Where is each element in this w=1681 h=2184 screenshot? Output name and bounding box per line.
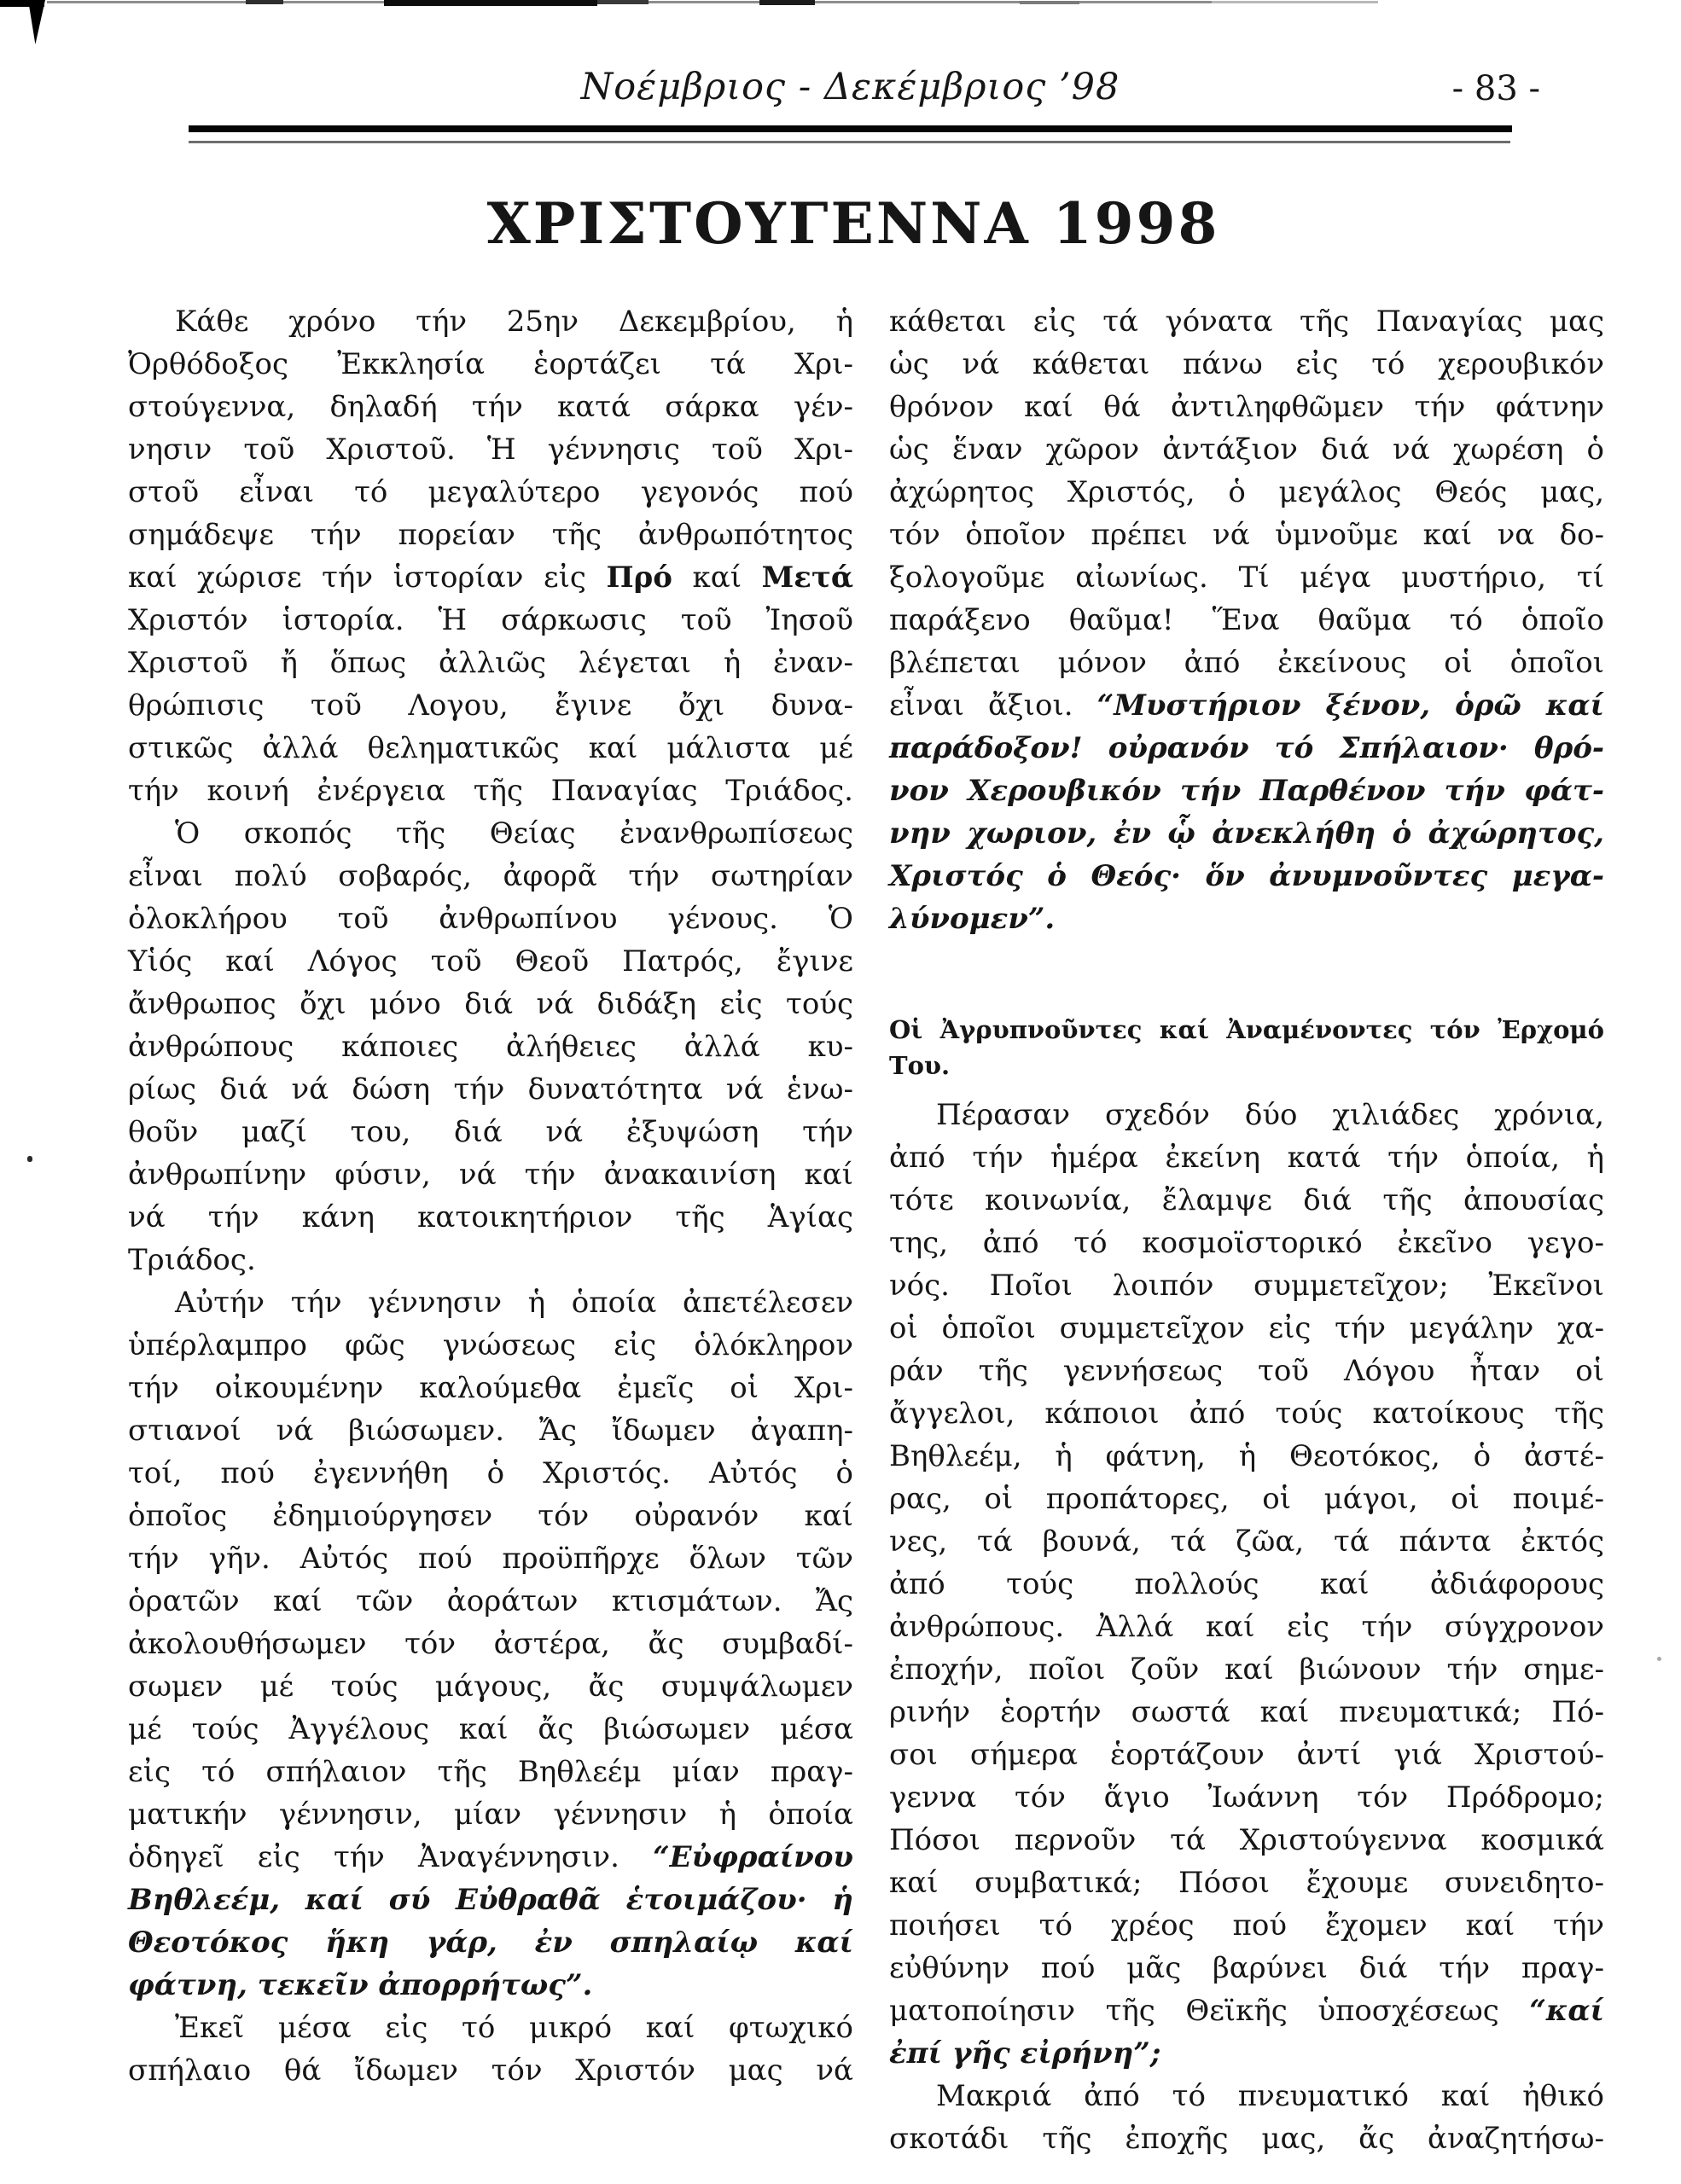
- text-run: τήν κοινή ἐνέργεια τῆς Παναγίας Τριάδος.: [128, 774, 853, 808]
- text-run: Μακριά ἀπό τό πνευματικό καί ἠθικό: [936, 2079, 1604, 2113]
- emphasized-text-run: Βηθλεέμ, καί σύ Εὐθραθᾶ ἑτοιμάζου· ἡ: [128, 1883, 853, 1917]
- text-run: ματοποίησιν τῆς Θεϊκῆς ὑποσχέσεως: [889, 1994, 1530, 2028]
- text-run: εἶναι πολύ σοβαρός, ἀφορᾶ τήν σωτηρίαν: [128, 859, 853, 893]
- text-line: [889, 1136, 1604, 1179]
- text-run: εὐθύνην πού μᾶς βαρύνει διά τήν πραγ-: [889, 1951, 1604, 1985]
- text-line: [128, 1111, 853, 1153]
- text-run: θρόνον καί θά ἀντιληφθῶμεν τήν φάτνην: [889, 390, 1604, 424]
- text-run: στιανοί νά βιώσωμεν. Ἄς ἴδωμεν ἀγαπη-: [128, 1414, 853, 1448]
- text-line: [889, 386, 1604, 428]
- emphasized-text-run: Πρό: [606, 561, 672, 595]
- scan-artifact-top-strip: [1020, 1, 1079, 4]
- text-line: [128, 1836, 853, 1879]
- emphasized-text-run: νην χωριον, ἐν ᾧ ἀνεκλήθη ὁ ἀχώρητος,: [889, 816, 1604, 851]
- text-line: [128, 2049, 853, 2092]
- text-line: [128, 514, 853, 556]
- text-run: εἶναι ἄξιοι.: [889, 688, 1097, 723]
- text-line: [128, 556, 853, 599]
- emphasized-text-run: “Εὐφραίνου: [653, 1840, 853, 1874]
- text-line: [889, 428, 1604, 471]
- text-run: τόν ὁποῖον πρέπει νά ὑμνοῦμε καί να δο-: [889, 518, 1604, 552]
- text-line: [128, 1409, 853, 1452]
- text-run: νά τήν κάνη κατοικητήριον τῆς Ἁγίας: [128, 1200, 853, 1234]
- text-line: [128, 1068, 853, 1111]
- emphasized-text-run: φάτνη, τεκεῖν ἀπορρήτως”.: [128, 1968, 593, 2002]
- text-run: Ὁ σκοπός τῆς Θείας ἐνανθρωπίσεως: [175, 816, 853, 851]
- text-line: [128, 727, 853, 770]
- text-run: στούγεννα, δηλαδή τήν κατά σάρκα γέν-: [128, 390, 853, 424]
- text-line: [889, 1563, 1604, 1606]
- emphasized-text-run: Χριστός ὁ Θεός· ὅν ἀνυμνοῦντες μεγα-: [889, 859, 1604, 893]
- text-line: [889, 1947, 1604, 1989]
- text-run: Βηθλεέμ, ἡ φάτνη, ἡ Θεοτόκος, ὁ ἀστέ-: [889, 1439, 1604, 1473]
- text-line: [889, 1435, 1604, 1478]
- text-run: τοί, πού ἐγεννήθη ὁ Χριστός. Αὐτός ὁ: [128, 1456, 853, 1490]
- text-run: Κάθε χρόνο τήν 25ην Δεκεμβρίου, ἡ: [175, 305, 853, 339]
- text-run: ὁλοκλήρου τοῦ ἀνθρωπίνου γένους. Ὁ: [128, 902, 853, 936]
- emphasized-text-run: “καί: [1529, 1994, 1604, 2028]
- text-line: [128, 1324, 853, 1367]
- text-line: [889, 812, 1604, 855]
- text-run: τήν οἰκουμένην καλούμεθα ἐμεῖς οἱ Χρι-: [128, 1371, 853, 1405]
- text-line: [889, 1776, 1604, 1819]
- text-run: ρινήν ἑορτήν σωστά καί πνευματικά; Πό-: [889, 1695, 1604, 1729]
- column-right: [889, 300, 1604, 2160]
- section-heading: Οἱ Ἀγρυπνοῦντες καί Ἀναμένοντες τόν Ἐρχομό Του.: [889, 1015, 1604, 1080]
- scan-artifact-top-strip: [759, 0, 815, 5]
- text-run: Πέρασαν σχεδόν δύο χιλιάδες χρόνια,: [936, 1098, 1604, 1132]
- scan-artifact-top-strip: [384, 0, 597, 6]
- scan-artifact-dot: [27, 1156, 32, 1162]
- text-run: κάθεται εἰς τά γόνατα τῆς Παναγίας μας: [889, 305, 1604, 339]
- text-line: [128, 599, 853, 642]
- text-line: [128, 1879, 853, 1921]
- text-line: [889, 1392, 1604, 1435]
- text-line: [889, 471, 1604, 514]
- text-line: [889, 1307, 1604, 1350]
- text-run: Χριστόν ἱστορία. Ἡ σάρκωσις τοῦ Ἰησοῦ: [128, 603, 853, 637]
- text-run: ἄνθρωπος ὄχι μόνο διά νά διδάξη εἰς τούς: [128, 987, 853, 1021]
- text-run: Ἐκεῖ μέσα εἰς τό μικρό καί φτωχικό: [175, 2011, 853, 2045]
- text-line: [889, 1989, 1604, 2032]
- text-line: [128, 471, 853, 514]
- text-run: τότε κοινωνία, ἔλαμψε διά τῆς ἀπουσίας: [889, 1183, 1604, 1217]
- text-run: ξολογοῦμε αἰωνίως. Τί μέγα μυστήριο, τί: [889, 561, 1604, 595]
- text-run: ὁρατῶν καί τῶν ἀοράτων κτισμάτων. Ἄς: [128, 1584, 853, 1618]
- emphasized-text-run: “Μυστήριον ξένον, ὁρῶ καί: [1096, 688, 1604, 723]
- text-run: ἀπό τήν ἡμέρα ἐκείνη κατά τήν ὁποία, ἡ: [889, 1141, 1604, 1175]
- text-line: [889, 556, 1604, 599]
- text-line: [128, 1196, 853, 1239]
- text-run: Υἱός καί Λόγος τοῦ Θεοῦ Πατρός, ἔγινε: [128, 944, 853, 979]
- article-title: ΧΡΙΣΤΟΥΓΕΝΝΑ 1998: [486, 190, 1220, 257]
- scan-artifact-top-strip: [1212, 1, 1378, 3]
- text-line: [128, 855, 853, 897]
- text-line: [128, 1580, 853, 1623]
- text-run: νός. Ποῖοι λοιπόν συμμετεῖχον; Ἐκεῖνοι: [889, 1269, 1604, 1303]
- text-run: σωμεν μέ τούς μάγους, ἄς συμψάλωμεν: [128, 1670, 853, 1704]
- text-line: [128, 300, 853, 343]
- text-line: [128, 1964, 853, 2007]
- scan-artifact-speck: [1657, 1657, 1661, 1661]
- text-line: [128, 428, 853, 471]
- text-run: εἰς τό σπήλαιον τῆς Βηθλεέμ μίαν πραγ-: [128, 1755, 853, 1789]
- text-line: [889, 1520, 1604, 1563]
- text-line: [889, 1350, 1604, 1392]
- text-run: σκοτάδι τῆς ἐποχῆς μας, ἄς ἀναζητήσω-: [889, 2122, 1604, 2156]
- text-run: ὡς νά κάθεται πάνω εἰς τό χερουβικόν: [889, 347, 1604, 381]
- text-line: [889, 300, 1604, 343]
- scan-artifact-corner-mark: [28, 0, 45, 44]
- text-run: σημάδεψε τήν πορείαν τῆς ἀνθρωπότητος: [128, 518, 853, 552]
- text-line: [889, 1264, 1604, 1307]
- text-line: [889, 343, 1604, 386]
- text-line: [889, 1179, 1604, 1222]
- text-run: ὡς ἕναν χῶρον ἀντάξιον διά νά χωρέση ὁ: [889, 433, 1604, 467]
- scan-artifact-top-strip: [597, 0, 649, 4]
- text-line: [889, 2075, 1604, 2117]
- text-line: [128, 1708, 853, 1751]
- text-line: [128, 1751, 853, 1793]
- text-line: [128, 1793, 853, 1836]
- text-line: [889, 514, 1604, 556]
- text-run: τήν γῆν. Αὐτός πού προϋπῆρχε ὅλων τῶν: [128, 1542, 853, 1576]
- text-line: [128, 1153, 853, 1196]
- text-line: [128, 1025, 853, 1068]
- text-run: Τριάδος.: [128, 1243, 256, 1277]
- text-line: [128, 642, 853, 684]
- text-line: [128, 386, 853, 428]
- text-line: [128, 897, 853, 940]
- emphasized-text-run: λύνομεν”.: [889, 902, 1056, 936]
- text-line: [889, 1606, 1604, 1648]
- text-run: ἀχώρητος Χριστός, ὁ μεγάλος Θεός μας,: [889, 475, 1604, 509]
- text-run: Πόσοι περνοῦν τά Χριστούγεννα κοσμικά: [889, 1823, 1604, 1857]
- text-line: [889, 2032, 1604, 2075]
- text-line: [889, 1862, 1604, 1904]
- emphasized-text-run: ἐπί γῆς εἰρήνη”;: [889, 2036, 1161, 2071]
- text-line: [889, 2117, 1604, 2160]
- text-line: [128, 812, 853, 855]
- text-line: [128, 1239, 853, 1281]
- text-run: ρας, οἱ προπάτορες, οἱ μάγοι, οἱ ποιμέ-: [889, 1482, 1604, 1516]
- text-line: [128, 983, 853, 1025]
- text-run: νησιν τοῦ Χριστοῦ. Ἡ γέννησις τοῦ Χρι-: [128, 433, 853, 467]
- paragraph-lines: [889, 1094, 1604, 2160]
- text-run: καί: [672, 561, 762, 595]
- text-run: ἄγγελοι, κάποιοι ἀπό τούς κατοίκους τῆς: [889, 1397, 1604, 1431]
- text-run: νες, τά βουνά, τά ζῶα, τά πάντα ἐκτός: [889, 1525, 1604, 1559]
- emphasized-text-run: Μετά: [761, 561, 854, 595]
- text-line: [889, 1094, 1604, 1136]
- issue-date-header: Νοέμβριος - Δεκέμβριος ’98: [580, 66, 1120, 108]
- text-run: ἀκολουθήσωμεν τόν ἀστέρα, ἄς συμβαδί-: [128, 1627, 853, 1661]
- text-run: ἀνθρωπίνην φύσιν, νά τήν ἀνακαινίση καί: [128, 1158, 853, 1192]
- text-run: οἱ ὁποῖοι συμμετεῖχον εἰς τήν μεγάλην χα-: [889, 1311, 1604, 1345]
- text-run: ρίως διά νά δώση τήν δυνατότητα νά ἑνω-: [128, 1072, 853, 1107]
- text-line: [889, 1648, 1604, 1691]
- text-run: ὁδηγεῖ εἰς τήν Ἀναγέννησιν.: [128, 1840, 654, 1874]
- text-run: της, ἀπό τό κοσμοϊστορικό ἐκεῖνο γεγο-: [889, 1226, 1604, 1260]
- text-line: [889, 684, 1604, 727]
- text-run: ματικήν γέννησιν, μίαν γέννησιν ἡ ὁποία: [128, 1798, 853, 1832]
- text-run: Χριστοῦ ἤ ὅπως ἀλλιῶς λέγεται ἡ ἐναν-: [128, 646, 853, 680]
- text-run: Αὐτήν τήν γέννησιν ἡ ὁποία ἀπετέλεσεν: [175, 1286, 853, 1320]
- text-line: [128, 1495, 853, 1537]
- text-run: στικῶς ἀλλά θεληματικῶς καί μάλιστα μέ: [128, 731, 853, 765]
- text-line: [128, 343, 853, 386]
- text-run: μέ τούς Ἀγγέλους καί ἄς βιώσωμεν μέσα: [128, 1712, 853, 1746]
- text-line: [128, 1623, 853, 1665]
- text-run: ποιήσει τό χρέος πού ἔχομεν καί τήν: [889, 1908, 1604, 1943]
- emphasized-text-run: παράδοξον! οὐρανόν τό Σπήλαιον· θρό-: [889, 731, 1604, 765]
- text-run: ράν τῆς γεννήσεως τοῦ Λόγου ἦταν οἱ: [889, 1354, 1604, 1388]
- paragraph-lines: [128, 300, 853, 2092]
- emphasized-text-run: νον Χερουβικόν τήν Παρθένον τήν φάτ-: [889, 774, 1604, 808]
- text-run: καί συμβατικά; Πόσοι ἔχουμε συνειδητο-: [889, 1866, 1604, 1900]
- text-run: βλέπεται μόνον ἀπό ἐκείνους οἱ ὁποῖοι: [889, 646, 1604, 680]
- text-run: ἀνθρώπους. Ἀλλά καί εἰς τήν σύγχρονον: [889, 1610, 1604, 1644]
- text-line: [128, 2007, 853, 2049]
- paragraph-lines: [889, 300, 1604, 940]
- text-run: καί χώρισε τήν ἱστορίαν εἰς: [128, 561, 607, 595]
- scan-artifact-top-strip: [246, 0, 283, 4]
- text-line: [128, 770, 853, 812]
- text-run: γεννα τόν ἅγιο Ἰωάννη τόν Πρόδρομο;: [889, 1780, 1604, 1815]
- text-line: [128, 1921, 853, 1964]
- text-line: [889, 599, 1604, 642]
- text-run: στοῦ εἶναι τό μεγαλύτερο γεγονός πού: [128, 475, 853, 509]
- text-line: [128, 1367, 853, 1409]
- text-line: [889, 1691, 1604, 1734]
- text-line: [889, 1478, 1604, 1520]
- text-line: [889, 897, 1604, 940]
- text-line: [128, 940, 853, 983]
- text-run: ὑπέρλαμπρο φῶς γνώσεως εἰς ὁλόκληρον: [128, 1328, 853, 1362]
- text-line: [889, 855, 1604, 897]
- text-line: [128, 684, 853, 727]
- text-line: [889, 1222, 1604, 1264]
- text-run: σπήλαιο θά ἴδωμεν τόν Χριστόν μας νά: [128, 2053, 853, 2088]
- text-line: [889, 642, 1604, 684]
- column-left: [128, 300, 853, 2092]
- text-line: [889, 727, 1604, 770]
- text-run: ἀνθρώπους κάποιες ἀλήθειες ἀλλά κυ-: [128, 1030, 853, 1064]
- text-run: ἀπό τούς πολλούς καί ἀδιάφορους: [889, 1567, 1604, 1601]
- text-run: Ὀρθόδοξος Ἐκκλησία ἑορτάζει τά Χρι-: [128, 347, 853, 381]
- header-rule-thick: [189, 125, 1512, 132]
- text-line: [128, 1537, 853, 1580]
- text-line: [128, 1281, 853, 1324]
- text-line: [889, 1734, 1604, 1776]
- text-run: ὁποῖος ἐδημιούργησεν τόν οὐρανόν καί: [128, 1499, 853, 1533]
- text-run: παράξενο θαῦμα! Ἕνα θαῦμα τό ὁποῖο: [889, 603, 1604, 637]
- text-run: σοι σήμερα ἑορτάζουν ἀντί γιά Χριστού-: [889, 1738, 1604, 1772]
- emphasized-text-run: Θεοτόκος ἥκη γάρ, ἐν σπηλαίῳ καί: [128, 1926, 853, 1960]
- text-line: [889, 770, 1604, 812]
- text-run: θοῦν μαζί του, διά νά ἐξυψώση τήν: [128, 1115, 853, 1149]
- page-number: - 83 -: [1451, 69, 1540, 108]
- text-run: ἐποχήν, ποῖοι ζοῦν καί βιώνουν τήν σημε-: [889, 1653, 1604, 1687]
- header-rule-thin: [189, 141, 1510, 143]
- text-line: [889, 1904, 1604, 1947]
- text-line: [889, 1819, 1604, 1862]
- text-run: θρώπισις τοῦ Λογου, ἔγινε ὄχι δυνα-: [128, 688, 853, 723]
- text-line: [128, 1665, 853, 1708]
- text-line: [128, 1452, 853, 1495]
